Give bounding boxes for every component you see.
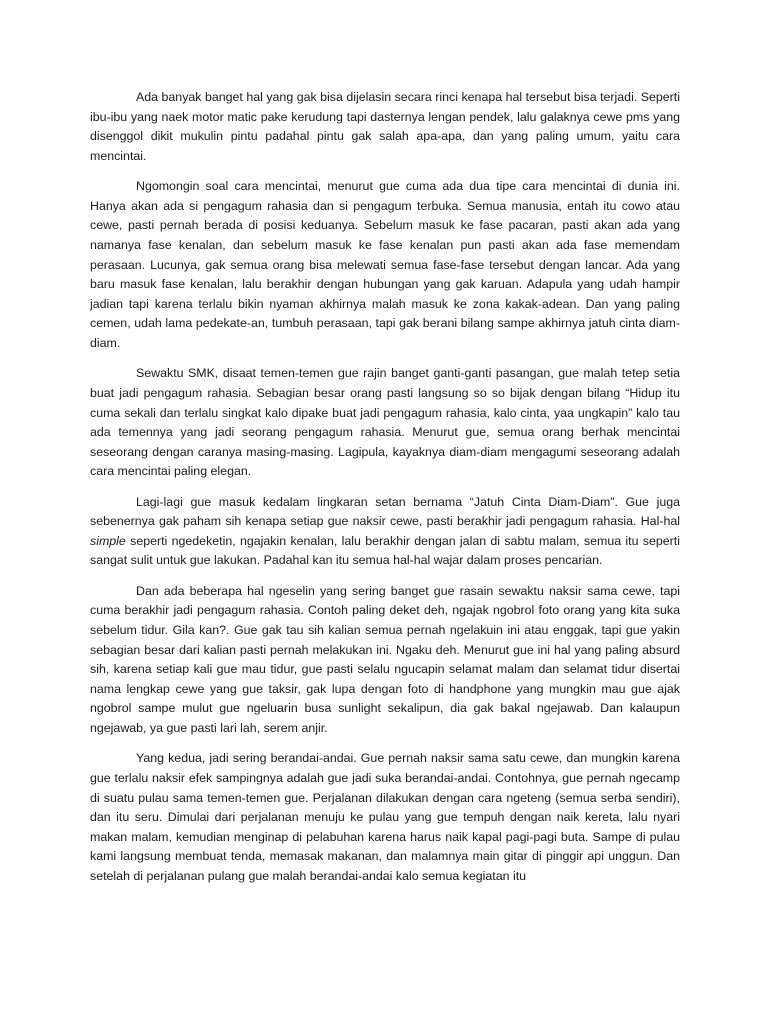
paragraph-2 xyxy=(90,177,680,353)
paragraph-1-text: Ada banyak banget hal yang gak bisa dijelasin secara rinci kenapa hal tersebut bisa terjadi. Seperti ibu-ibu yang naek motor matic pake kerudung tapi dasternya lengan pendek, lalu galaknya cewe pms yang disenggol dikit mukulin pintu padahal pintu gak salah apa-apa, dan yang paling umum, yaitu cara mencintai. xyxy=(90,90,680,163)
paragraph-5-text: Dan ada beberapa hal ngeselin yang sering banget gue rasain sewaktu naksir sama cewe, tapi cuma berakhir jadi pengagum rahasia. Contoh paling deket deh, ngajak ngobrol foto orang yang kita suka sebelum tidur. Gila kan?. Gue gak tau sih kalian semua pernah ngelakuin ini atau enggak, tapi gue yakin sebagian besar dari kalian pasti pernah melakukan ini. Ngaku deh. Menurut gue ini hal yang paling absurd sih, karena setiap kali gue mau tidur, gue pasti selalu ngucapin selamat malam dan selamat tidur disertai nama lengkap cewe yang gue taksir, gak lupa dengan foto di handphone yang mungkin mau gue ajak ngobrol sampe mulut gue ngeluarin busa sunlight sekalipun, dia gak bakal ngejawab. Dan kalaupun ngejawab, ya gue pasti lari lah, serem anjir. xyxy=(90,583,680,735)
paragraph-3 xyxy=(90,364,680,482)
paragraph-2-text: Ngomongin soal cara mencintai, menurut gue cuma ada dua tipe cara mencintai di dunia ini. Hanya akan ada si pengagum rahasia dan si pengagum terbuka. Semua manusia, entah itu cowo atau cewe, pasti pernah berada di posisi keduanya. Sebelum masuk ke fase pacaran, pasti akan ada yang namanya fase kenalan, dan sebelum masuk ke fase kenalan pun pasti akan ada fase memendam perasaan. Lucunya, gak semua orang bisa melewati semua fase-fase tersebut dengan lancar. Ada yang baru masuk fase kenalan, lalu berakhir dengan hubungan yang gak karuan. Adapula yang udah hampir jadian tapi karena terlalu bikin nyaman akhirnya malah masuk ke zona kakak-adean. Dan yang paling cemen, udah lama pedekate-an, tumbuh perasaan, tapi gak berani bilang sampe akhirnya jatuh cinta diam-diam. xyxy=(90,179,680,350)
paragraph-1 xyxy=(90,88,680,166)
paragraph-4 xyxy=(90,493,680,571)
paragraph-4-text-after: seperti ngedeketin, ngajakin kenalan, lalu berakhir dengan jalan di sabtu malam, semua itu seperti sangat sulit untuk gue lakukan. Padahal kan itu semua hal-hal wajar dalam proses pencarian. xyxy=(90,533,680,568)
paragraph-4-text-before: Lagi-lagi gue masuk kedalam lingkaran setan bernama “Jatuh Cinta Diam-Diam”. Gue juga sebenernya gak paham sih kenapa setiap gue naksir cewe, pasti berakhir jadi pengagum rahasia. Hal-hal xyxy=(90,494,680,529)
body-text xyxy=(90,88,680,897)
paragraph-5 xyxy=(90,582,680,739)
paragraph-3-text: Sewaktu SMK, disaat temen-temen gue rajin banget ganti-ganti pasangan, gue malah tetep setia buat jadi pengagum rahasia. Sebagian besar orang pasti langsung so so bijak dengan bilang “Hidup itu cuma sekali dan terlalu singkat kalo dipake buat jadi pengagum rahasia, kalo cinta, yaa ungkapin” kalo tau ada temennya yang jadi seorang pengagum rahasia. Menurut gue, semua orang berhak mencintai seseorang dengan caranya masing-masing. Lagipula, kayaknya diam-diam mengagumi seseorang adalah cara mencintai paling elegan. xyxy=(90,366,680,479)
paragraph-6-text: Yang kedua, jadi sering berandai-andai. Gue pernah naksir sama satu cewe, dan mungkin karena gue terlalu naksir efek sampingnya adalah gue jadi suka berandai-andai. Contohnya, gue pernah ngecamp di suatu pulau sama temen-temen gue. Perjalanan dilakukan dengan cara ngeteng (semua serba sendiri), dan itu seru. Dimulai dari perjalanan menuju ke pulau yang gue tempuh dengan naik kereta, lalu nyari makan malam, kemudian menginap di pelabuhan karena harus naik kapal pagi-pagi buta. Sampe di pulau kami langsung membuat tenda, memasak makanan, dan malamnya main gitar di pinggir api unggun. Dan setelah di perjalanan pulang gue malah berandai-andai kalo semua kegiatan itu xyxy=(90,751,680,883)
paragraph-6 xyxy=(90,749,680,886)
paragraph-4-italic-word: simple xyxy=(90,533,126,548)
